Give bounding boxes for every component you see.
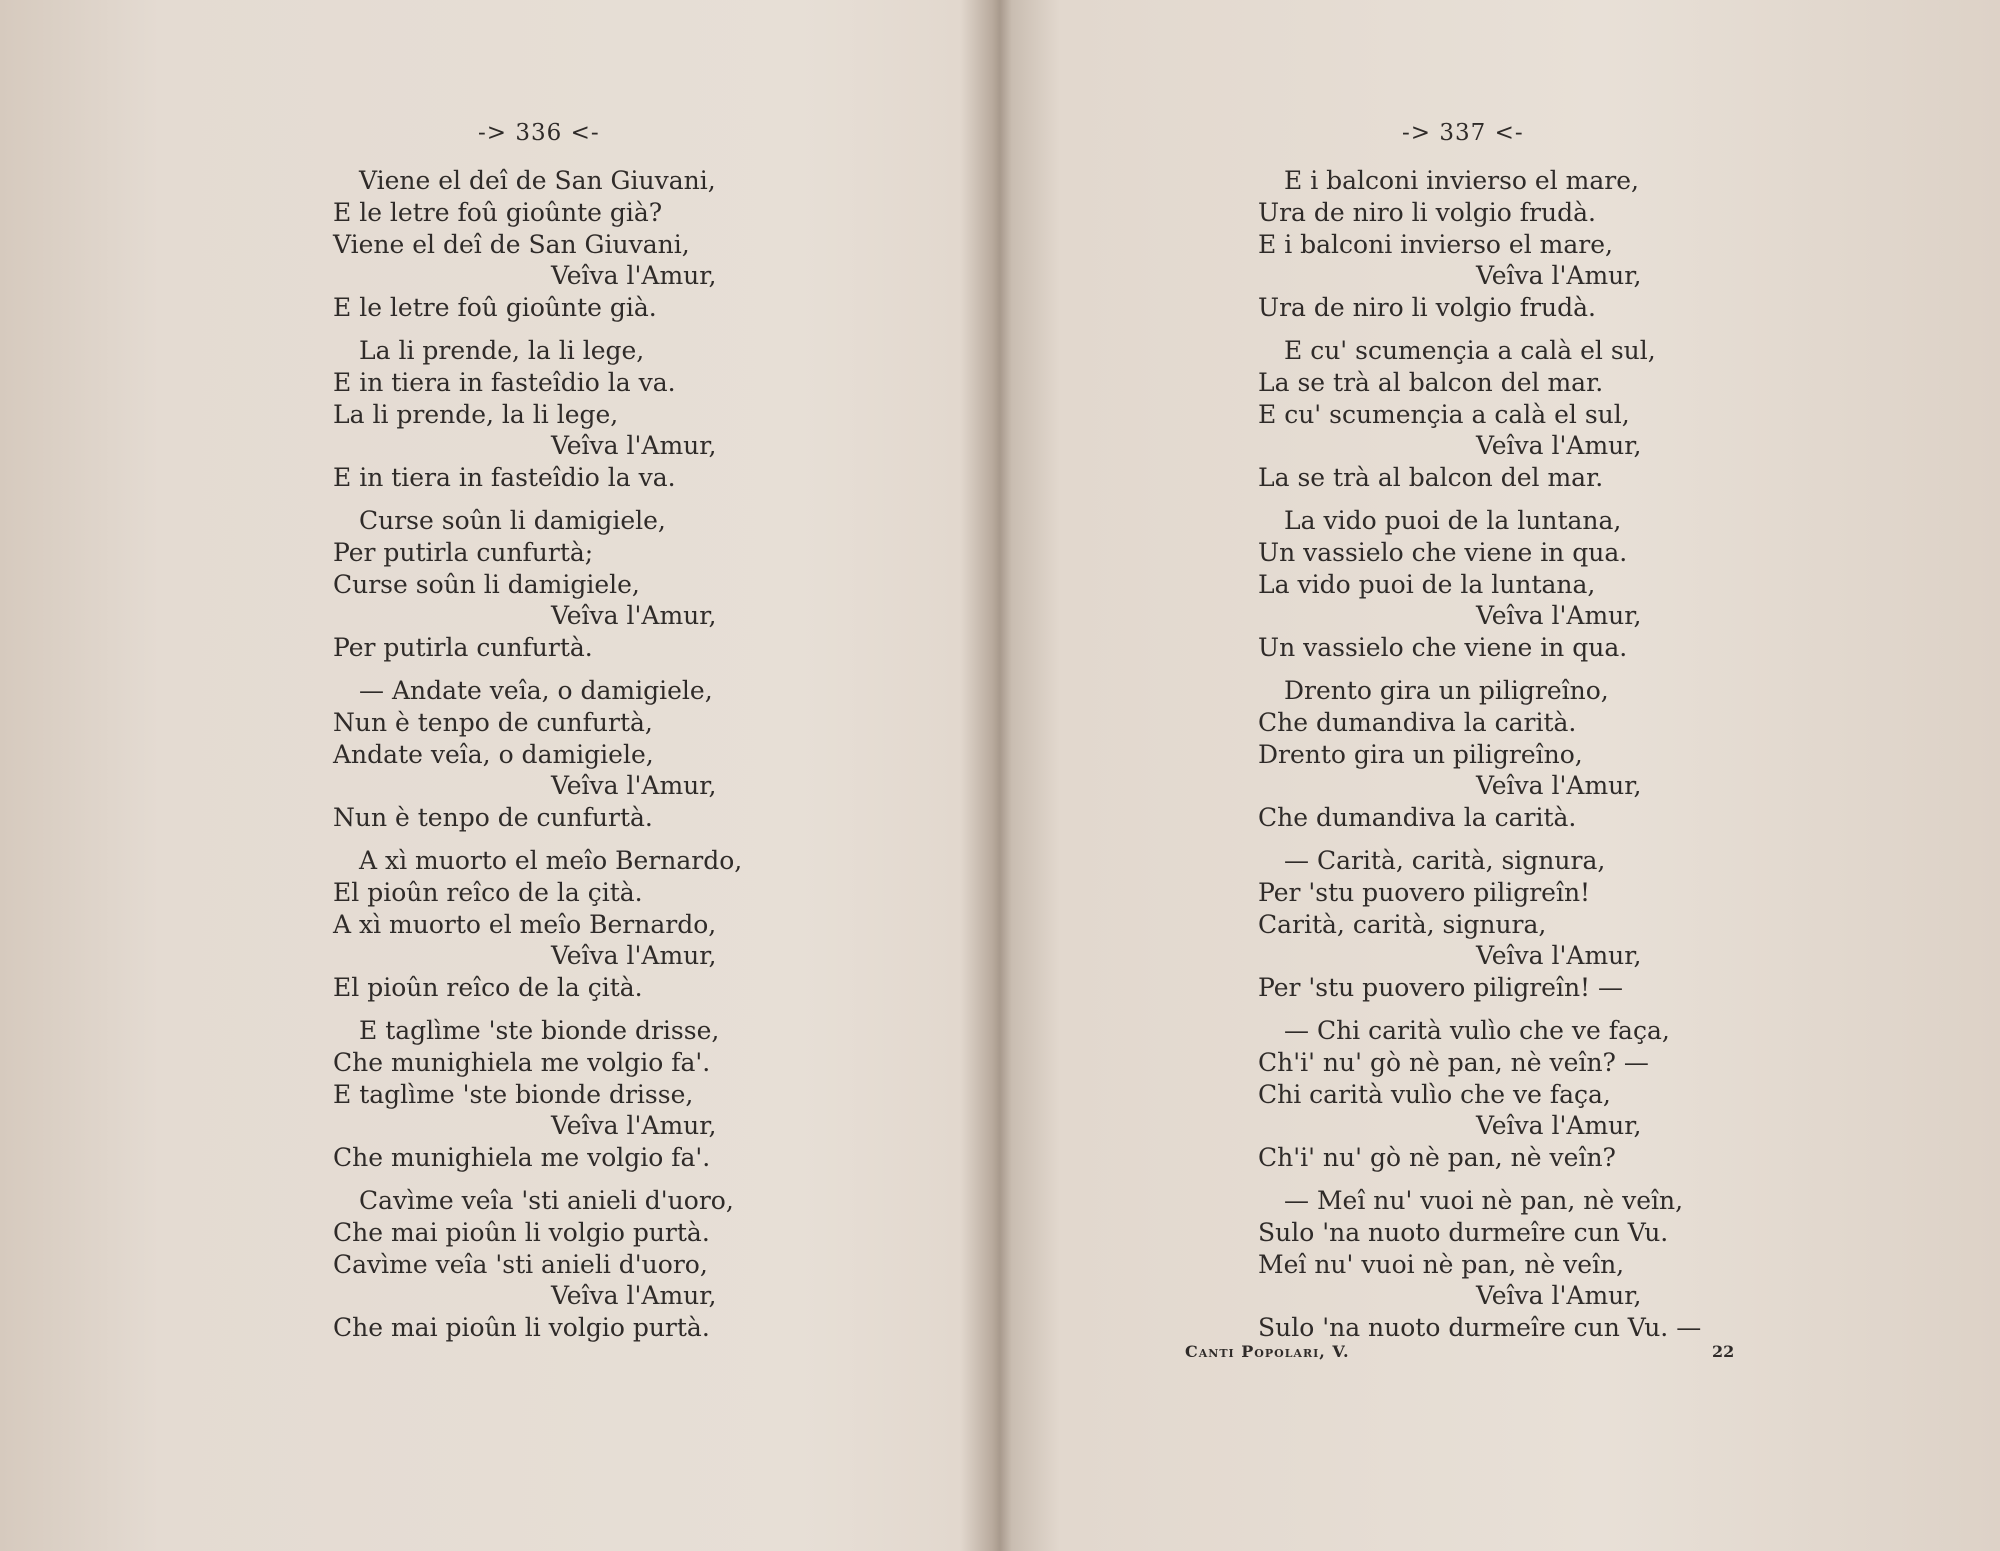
verse-line: Ura de niro li volgio frudà. <box>1258 197 1596 227</box>
verse-line: E cu' scumençia a calà el sul, <box>1284 335 1656 365</box>
stanza <box>1258 675 1701 834</box>
verse-line: La se trà al balcon del mar. <box>1258 367 1604 397</box>
verse-line: Andate veîa, o damigiele, <box>333 739 654 769</box>
verse-line: El pioûn reîco de la çità. <box>333 877 643 907</box>
verse-line: Che mai pioûn li volgio purtà. <box>333 1217 710 1247</box>
verse-line: Meî nu' vuoi nè pan, nè veîn, <box>1258 1249 1625 1279</box>
verse-line: El pioûn reîco de la çità. <box>333 973 643 1003</box>
refrain-line: Veîva l'Amur, <box>551 771 717 801</box>
stanza <box>333 845 742 1004</box>
verse-line: Che dumandiva la carità. <box>1258 803 1577 833</box>
stanza <box>333 1185 742 1344</box>
stanza <box>1258 165 1701 324</box>
verse-line: E i balconi invierso el mare, <box>1284 166 1639 195</box>
verse-line: Viene el deî de San Giuvani, <box>359 166 716 195</box>
refrain-line: Veîva l'Amur, <box>1476 601 1642 631</box>
stanza <box>1258 1015 1701 1174</box>
verse-line: La vido puoi de la luntana, <box>1258 569 1596 599</box>
verse-line: Nun è tenpo de cunfurtà. <box>333 803 653 833</box>
verse-line: Drento gira un piligreîno, <box>1258 739 1583 769</box>
verse-line: Che dumandiva la carità. <box>1258 707 1577 737</box>
verse-line: Un vassielo che viene in qua. <box>1258 537 1628 567</box>
left-page <box>0 0 990 1551</box>
verse-line: Sulo 'na nuoto durmeîre cun Vu. — <box>1258 1313 1702 1343</box>
verse-line: Ch'i' nu' gò nè pan, nè veîn? <box>1258 1143 1616 1173</box>
verse-line: Cavìme veîa 'sti anieli d'uoro, <box>333 1249 708 1279</box>
running-footer-title: Canti Popolari, V. <box>1185 1342 1350 1361</box>
refrain-line: Veîva l'Amur, <box>1476 771 1642 801</box>
verse-line: — Carità, carità, signura, <box>1284 845 1606 875</box>
refrain-line: Veîva l'Amur, <box>1476 1281 1642 1311</box>
verse-line: Cavìme veîa 'sti anieli d'uoro, <box>359 1185 734 1215</box>
verse-line: Carità, carità, signura, <box>1258 909 1547 939</box>
verse-line: Che mai pioûn li volgio purtà. <box>333 1313 710 1343</box>
verse-line: — Andate veîa, o damigiele, <box>359 675 713 705</box>
poem-left <box>333 165 742 1355</box>
verse-line: Un vassielo che viene in qua. <box>1258 633 1628 663</box>
stanza <box>333 1015 742 1174</box>
verse-line: E le letre foû gioûnte già? <box>333 197 663 227</box>
refrain-line: Veîva l'Amur, <box>1476 431 1642 461</box>
verse-line: Per putirla cunfurtà. <box>333 633 593 663</box>
verse-line: La li prende, la li lege, <box>359 335 645 365</box>
refrain-line: Veîva l'Amur, <box>551 941 717 971</box>
refrain-line: Veîva l'Amur, <box>551 1281 717 1311</box>
verse-line: Per putirla cunfurtà; <box>333 537 594 567</box>
refrain-line: Veîva l'Amur, <box>1476 261 1642 291</box>
verse-line: E in tiera in fasteîdio la va. <box>333 367 676 397</box>
verse-line: E le letre foû gioûnte già. <box>333 293 657 323</box>
verse-line: E in tiera in fasteîdio la va. <box>333 463 676 493</box>
stanza <box>333 505 742 664</box>
verse-line: — Meî nu' vuoi nè pan, nè veîn, <box>1284 1185 1684 1215</box>
verse-line: Ura de niro li volgio frudà. <box>1258 293 1596 323</box>
verse-line: Drento gira un piligreîno, <box>1284 675 1609 705</box>
page-number-left: -> 336 <- <box>478 120 600 146</box>
verse-line: Ch'i' nu' gò nè pan, nè veîn? — <box>1258 1047 1649 1077</box>
verse-line: Chi carità vulìo che ve façа, <box>1258 1079 1611 1109</box>
verse-line: Nun è tenpo de cunfurtà, <box>333 707 653 737</box>
page-number-right: -> 337 <- <box>1402 120 1524 146</box>
verse-line: E cu' scumençia a calà el sul, <box>1258 399 1630 429</box>
verse-line: Che munighiela me volgio fa'. <box>333 1143 711 1173</box>
refrain-line: Veîva l'Amur, <box>1476 941 1642 971</box>
verse-line: La se trà al balcon del mar. <box>1258 463 1604 493</box>
stanza <box>1258 505 1701 664</box>
verse-line: Sulo 'na nuoto durmeîre cun Vu. <box>1258 1217 1669 1247</box>
verse-line: A xì muorto el meîo Bernardo, <box>359 845 743 875</box>
stanza <box>1258 1185 1701 1344</box>
stanza <box>1258 335 1701 494</box>
verse-line: Curse soûn li damigiele, <box>359 505 666 535</box>
stanza <box>333 675 742 834</box>
verse-line: Che munighiela me volgio fa'. <box>333 1047 711 1077</box>
refrain-line: Veîva l'Amur, <box>551 601 717 631</box>
verse-line: Curse soûn li damigiele, <box>333 569 640 599</box>
verse-line: E taglìme 'ste bionde drisse, <box>333 1079 694 1109</box>
refrain-line: Veîva l'Amur, <box>551 431 717 461</box>
verse-line: Per 'stu puovero piligreîn! — <box>1258 973 1624 1003</box>
refrain-line: Veîva l'Amur, <box>551 1111 717 1141</box>
stanza <box>333 165 742 324</box>
verse-line: La vido puoi de la luntana, <box>1284 505 1622 535</box>
refrain-line: Veîva l'Amur, <box>1476 1111 1642 1141</box>
verse-line: A xì muorto el meîo Bernardo, <box>333 909 717 939</box>
refrain-line: Veîva l'Amur, <box>551 261 717 291</box>
verse-line: E taglìme 'ste bionde drisse, <box>359 1015 720 1045</box>
verse-line: La li prende, la li lege, <box>333 399 619 429</box>
poem-right <box>1258 165 1701 1355</box>
signature-mark: 22 <box>1712 1342 1735 1361</box>
stanza <box>333 335 742 494</box>
stanza <box>1258 845 1701 1004</box>
verse-line: Per 'stu puovero piligreîn! <box>1258 877 1591 907</box>
right-page <box>1000 0 2000 1551</box>
verse-line: E i balconi invierso el mare, <box>1258 229 1613 259</box>
verse-line: — Chi carità vulìo che ve façа, <box>1284 1015 1670 1045</box>
verse-line: Viene el deî de San Giuvani, <box>333 229 690 259</box>
